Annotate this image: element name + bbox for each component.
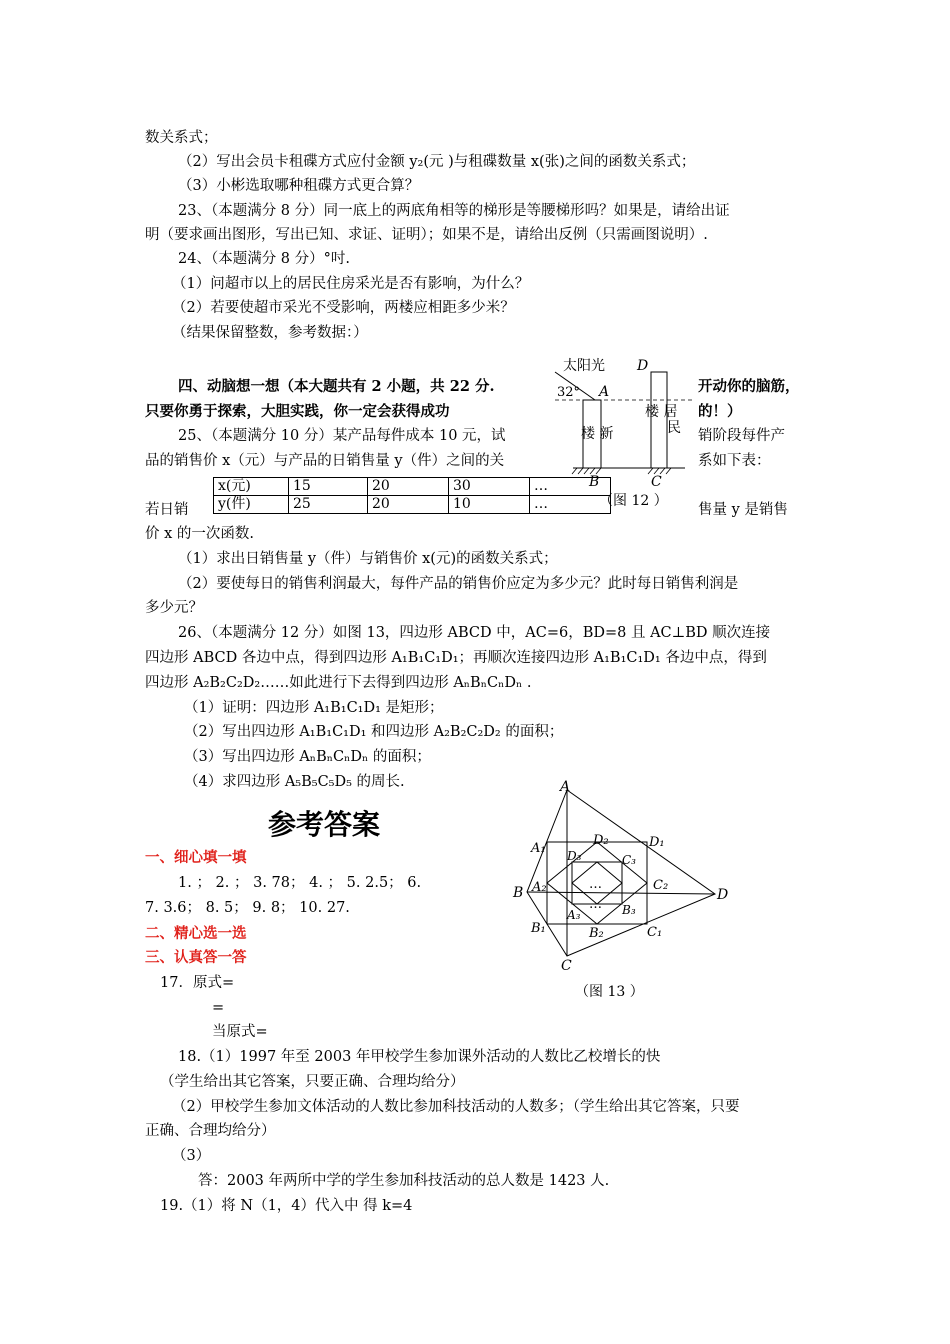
point-b-label: B (589, 474, 600, 490)
point-d2-label: D₂ (593, 833, 609, 848)
section4-heading: 只要你勇于探索，大胆实践，你一定会获得成功 (145, 403, 450, 420)
figure-12 (545, 352, 705, 512)
point-c3-label: C₃ (622, 853, 636, 867)
q24-line: （2）若要使超市采光不受影响，两楼应相距多少米？ (172, 300, 515, 316)
answer-line: （学生给出其它答案，只要正确、合理均给分） (160, 1074, 465, 1090)
table-cell: 30 (449, 478, 530, 496)
section4-heading: 的！） (698, 403, 742, 420)
residential-building (651, 372, 667, 468)
answer-line: 7. 3.6； 8. 5； 9. 8； 10. 27. (145, 900, 350, 916)
point-d1-label: D₁ (649, 835, 665, 850)
q25-sub: 多少元？ (145, 600, 203, 616)
q24-line: （1）问超市以上的居民住房采光是否有影响，为什么？ (172, 276, 530, 292)
answer-line: 18.（1）1997 年至 2003 年甲校学生参加课外活动的人数比乙校增长的快 (178, 1049, 661, 1065)
table-cell: 20 (368, 478, 449, 496)
table-cell: 10 (449, 496, 530, 514)
q25-line: 销阶段每件产 (698, 428, 785, 444)
quad-abcd (527, 790, 715, 956)
answer-line: （2）甲校学生参加文体活动的人数比参加科技活动的人数多；（学生给出其它答案，只要 (172, 1099, 740, 1115)
point-b3-label: B₃ (622, 903, 636, 917)
diagonal-bd (527, 892, 715, 894)
text-line: （3）小彬选取哪种租碟方式更合算？ (178, 178, 420, 194)
answer-line: 1. ； 2. ； 3. 78； 4. ； 5. 2.5； 6. (178, 875, 422, 891)
q26-sub: （3）写出四边形 AₙBₙCₙDₙ 的面积； (184, 749, 431, 765)
angle-label: 32° (557, 385, 581, 400)
q25-line: 25、（本题满分 10 分）某产品每件成本 10 元，试 (178, 428, 506, 444)
q24-line: （结果保留整数，参考数据：） (172, 325, 368, 341)
point-b-label: B (513, 885, 524, 901)
point-c-label: C (561, 958, 572, 974)
section4-heading: 开动你的脑筋， (698, 378, 800, 395)
q25-line: 售量 y 是销售 (698, 502, 788, 518)
point-d3-label: D₃ (567, 849, 582, 863)
point-d-label: D (717, 887, 729, 903)
point-d-label: D (637, 358, 649, 374)
table-cell: … (530, 478, 611, 496)
q26-line: 26、（本题满分 12 分）如图 13，四边形 ABCD 中，AC=6，BD=8 且 AC⊥BD 顺次连接 (178, 625, 771, 641)
q25-line: 系如下表： (698, 453, 771, 469)
q24-line: 24、（本题满分 8 分）°吋. (178, 251, 351, 267)
point-a3-label: A₃ (567, 908, 581, 922)
ellipsis-label: … (589, 897, 602, 912)
q26-sub: （2）写出四边形 A₁B₁C₁D₁ 和四边形 A₂B₂C₂D₂ 的面积； (184, 724, 564, 740)
table-cell: 15 (289, 478, 368, 496)
section4-heading: 四、动脑想一想（本大题共有 2 小题，共 22 分. (178, 378, 495, 395)
q26-sub: （1）证明：四边形 A₁B₁C₁D₁ 是矩形； (184, 700, 444, 716)
answer-line: = (212, 1000, 225, 1016)
table-cell: 20 (368, 496, 449, 514)
ellipsis-label: … (589, 877, 602, 892)
text-line: （2）写出会员卡租碟方式应付金额 y₂(元 )与租碟数量 x(张)之间的函数关系式； (178, 154, 696, 170)
section-heading: 一、细心填一填 (145, 850, 247, 866)
text-line: 数关系式； (145, 130, 218, 146)
point-b1-label: B₁ (531, 921, 546, 936)
table-cell: … (530, 496, 611, 514)
q26-line: 四边形 ABCD 各边中点，得到四边形 A₁B₁C₁D₁；再顺次连接四边形 A₁B₁C₁D₁ 各边中点，得到 (145, 650, 767, 666)
new-building-label: 楼 新 (581, 426, 614, 442)
point-c2-label: C₂ (653, 878, 669, 893)
answer-line: 答：2003 年两所中学的学生参加科技活动的总人数是 1423 人. (198, 1173, 610, 1189)
point-a1-label: A₁ (531, 841, 546, 856)
point-c1-label: C₁ (647, 925, 663, 940)
q23-line: 明（要求画出图形，写出已知、求证、证明）；如果不是，请给出反例（只需画图说明）. (145, 227, 708, 243)
point-a-label: A (599, 384, 610, 400)
q25-line: 价 x 的一次函数. (145, 526, 255, 542)
sunlight-label: 太阳光 (563, 358, 605, 374)
table-cell: x(元) (214, 478, 289, 496)
table-cell: y(件) (214, 496, 289, 514)
point-b2-label: B₂ (589, 926, 604, 941)
point-a-label: A (560, 779, 571, 795)
q25-line: 品的销售价 x（元）与产品的日销售量 y（件）之间的关 (145, 453, 505, 469)
point-a2-label: A₂ (532, 880, 547, 895)
q26-line: 四边形 A₂B₂C₂D₂……如此进行下去得到四边形 AₙBₙCₙDₙ . (145, 675, 532, 691)
answer-line: 正确、合理均给分） (145, 1123, 276, 1139)
figure-12-caption: （图 12 ） (599, 493, 668, 509)
section-heading: 三、认真答一答 (145, 950, 247, 966)
figure-13 (505, 776, 745, 1010)
section-heading: 二、精心选一选 (145, 926, 247, 942)
answer-line: 当原式= (212, 1024, 268, 1040)
point-c-label: C (651, 474, 662, 490)
answer-line: 17．原式= (160, 975, 235, 991)
q23-line: 23、（本题满分 8 分）同一底上的两底角相等的梯形是等腰梯形吗？如果是，请给出证 (178, 203, 730, 219)
answers-title: 参考答案 (268, 808, 381, 841)
q26-sub: （4）求四边形 A₅B₅C₅D₅ 的周长. (184, 774, 405, 790)
residential-label-2: 民 (667, 420, 681, 436)
table-cell: 25 (289, 496, 368, 514)
answer-line: （3） (172, 1148, 211, 1164)
residential-label: 楼 居 (645, 404, 678, 420)
answer-line: 19.（1）将 N（1，4）代入中 得 k=4 (160, 1198, 413, 1214)
q25-line: 若日销 (145, 502, 189, 518)
q25-sub: （2）要使每日的销售利润最大，每件产品的销售价应定为多少元？此时每日销售利润是 (178, 576, 739, 592)
q25-sub: （1）求出日销售量 y（件）与销售价 x(元)的函数关系式； (178, 551, 558, 567)
figure-13-caption: （图 13 ） (575, 984, 644, 1000)
